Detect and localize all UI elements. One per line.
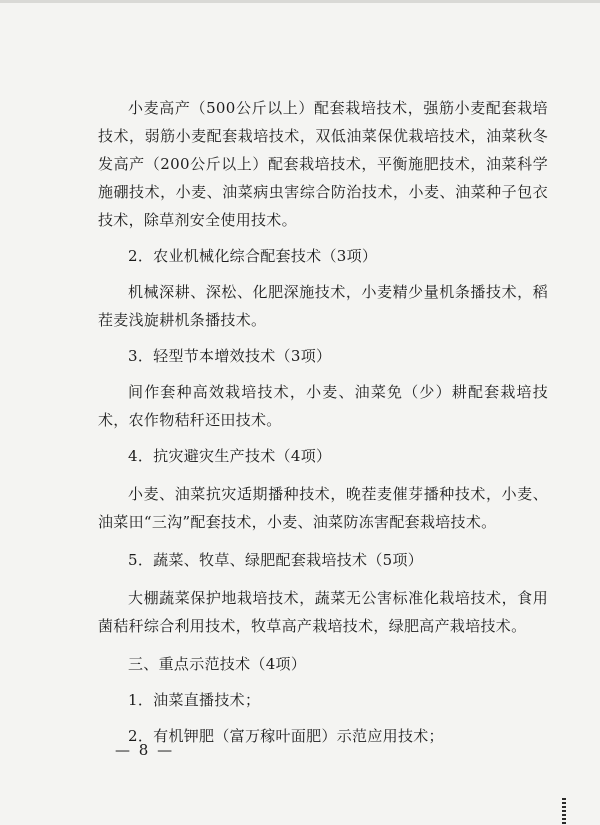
- page-number: — 8 —: [115, 741, 175, 759]
- heading-disaster-resistance: 4．抗灾避灾生产技术（4项）: [128, 447, 332, 465]
- list-item-organic-potash: 2．有机钾肥（富万稼叶面肥）示范应用技术；: [128, 727, 444, 745]
- paragraph-light-cost-saving: 间作套种高效栽培技术，小麦、油菜免（少）耕配套栽培技术，农作物秸秆还田技术。: [98, 383, 548, 429]
- heading-key-demonstration: 三、重点示范技术（4项）: [128, 655, 307, 673]
- paragraph-disaster-resistance: 小麦、油菜抗灾适期播种技术，晚茬麦催芽播种技术，小麦、油菜田“三沟”配套技术，小麦、油菜防冻害配套栽培技术。: [98, 485, 548, 531]
- paragraph-mechanization: 机械深耕、深松、化肥深施技术，小麦精少量机条播技术，稻茬麦浅旋耕机条播技术。: [98, 283, 548, 329]
- heading-vegetables-forage: 5．蔬菜、牧草、绿肥配套栽培技术（5项）: [128, 551, 424, 569]
- paragraph-vegetables-forage: 大棚蔬菜保护地栽培技术，蔬菜无公害标准化栽培技术，食用菌秸秆综合利用技术，牧草高产栽培技术，绿肥高产栽培技术。: [98, 589, 548, 635]
- list-item-rapeseed-direct-seeding: 1．油菜直播技术；: [128, 691, 261, 709]
- heading-mechanization: 2．农业机械化综合配套技术（3项）: [128, 247, 378, 265]
- document-body: [98, 94, 548, 750]
- paragraph-wheat-techniques: 小麦高产（500公斤以上）配套栽培技术，强筋小麦配套栽培技术，弱筋小麦配套栽培技术，双低油菜保优栽培技术，油菜秋冬发高产（200公斤以上）配套栽培技术，平衡施肥技术，油菜科学施硼技术，小麦、油菜病虫害综合防治技术，小麦、油菜种子包衣技术，除草剂安全使用技术。: [98, 99, 548, 229]
- heading-light-cost-saving: 3．轻型节本增效技术（3项）: [128, 347, 332, 365]
- page-top-edge: [0, 0, 600, 3]
- scan-artifact-mark: [562, 798, 566, 824]
